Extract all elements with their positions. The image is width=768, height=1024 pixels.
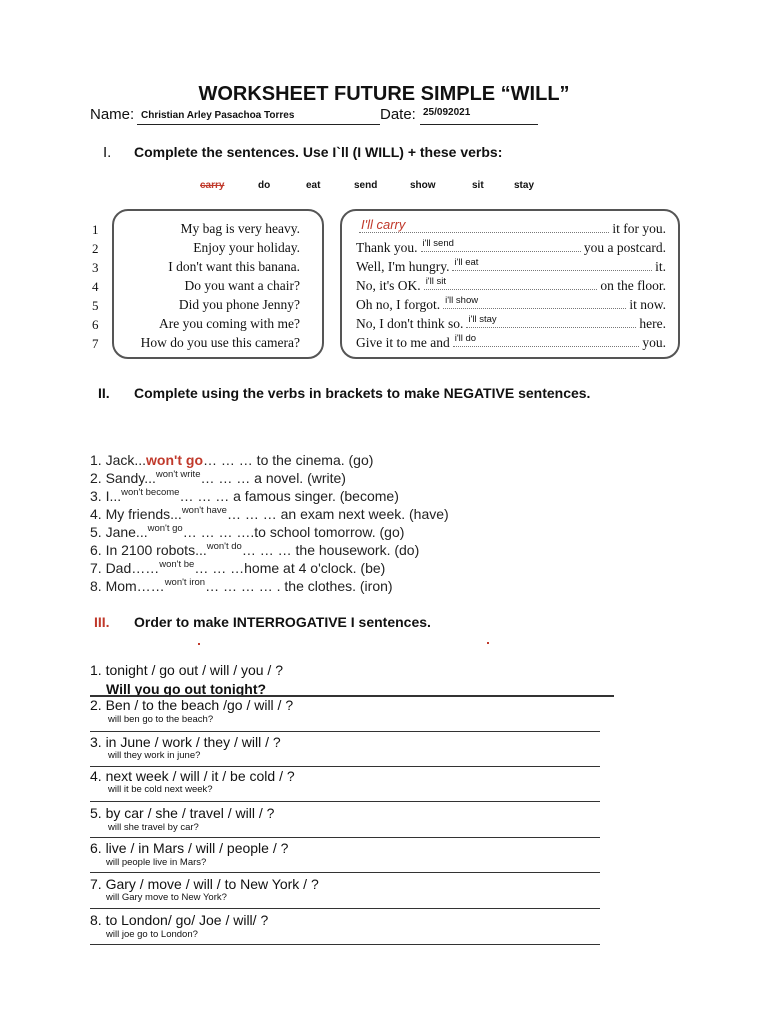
verb-do: do [258, 180, 271, 191]
answer-text: i'll sit [425, 276, 446, 287]
answer-text[interactable]: won't have [181, 505, 227, 516]
question-2: 2. Ben / to the beach /go / will / ? [90, 697, 294, 713]
answer-text[interactable]: won't become [121, 487, 180, 498]
left-sentence: I don't want this banana. [168, 259, 300, 274]
section2-roman: II. [98, 385, 110, 401]
negative-item-3: 3. I...$^{won't become}$… … … a famous singer. (become) [90, 487, 399, 504]
red-mark [198, 643, 200, 645]
name-value: Christian Arley Pasachoa Torres [141, 110, 295, 121]
verb-eat: eat [306, 180, 321, 191]
answer-text[interactable]: will ben go to the beach? [108, 714, 214, 725]
section3-instruction: Order to make INTERROGATIVE I sentences. [134, 614, 431, 630]
name-label: Name: [90, 106, 135, 123]
answer-text[interactable]: won't be [159, 559, 195, 570]
answer-line [90, 872, 600, 873]
name-field[interactable] [137, 110, 380, 125]
question-3: 3. in June / work / they / will / ? [90, 734, 281, 750]
answer-text[interactable]: won't iron [164, 577, 206, 588]
negative-item-2: 2. Sandy...$^{won't write}$… … … a novel. (write) [90, 469, 346, 486]
row-number: 5 [92, 298, 99, 313]
answer-line [90, 801, 600, 802]
answer-blank[interactable] [466, 314, 636, 328]
answer-text[interactable]: will it be cold next week? [108, 784, 213, 795]
answer-blank[interactable] [421, 238, 581, 252]
left-sentence: Do you want a chair? [184, 278, 300, 293]
answer-blank[interactable] [443, 295, 626, 309]
answer-text[interactable]: will she travel by car? [108, 822, 199, 833]
answer-text[interactable]: won't write [155, 469, 201, 480]
question-7: 7. Gary / move / will / to New York / ? [90, 876, 319, 892]
row-number: 2 [92, 241, 99, 256]
left-sentence: My bag is very heavy. [180, 221, 300, 236]
right-row-1: I'll carry it for you. [361, 217, 666, 236]
worksheet-title: WORKSHEET FUTURE SIMPLE “WILL” [198, 83, 570, 105]
section1-instruction: Complete the sentences. Use I`ll (I WILL) + these verbs: [134, 144, 503, 160]
left-sentence: How do you use this camera? [140, 335, 300, 350]
answer-text[interactable]: won't go [146, 452, 204, 468]
right-row-3: Well, I'm hungry. i'll eat it. [356, 257, 666, 274]
left-sentence: Did you phone Jenny? [178, 297, 300, 312]
row-number: 1 [92, 222, 99, 237]
right-row-4: No, it's OK. i'll sit on the floor. [356, 276, 666, 293]
left-sentence: Are you coming with me? [159, 316, 300, 331]
exercise-image [92, 195, 682, 360]
date-label: Date: [380, 106, 416, 123]
right-row-5: Oh no, I forgot. i'll show it now. [356, 295, 666, 312]
answer-text[interactable]: will Gary move to New York? [106, 892, 227, 903]
row-number: 7 [92, 336, 99, 351]
negative-item-8: 8. Mom……$^{won't iron}$… … … … . the clothes. (iron) [90, 577, 393, 594]
answer-text[interactable]: will people live in Mars? [106, 857, 207, 868]
answer-line [90, 908, 600, 909]
left-sentence: Enjoy your holiday. [193, 240, 300, 255]
answer-line [90, 731, 600, 732]
verb-sit: sit [472, 180, 484, 191]
answer-blank[interactable] [424, 276, 598, 290]
negative-item-5: 5. Jane...$^{won't go}$… … … ….to school tomorrow. (go) [90, 523, 405, 540]
negative-item-1: 1. Jack...won't go… … … to the cinema. (go) [90, 452, 374, 468]
section1-roman: I. [103, 144, 112, 161]
row-number: 4 [92, 279, 99, 294]
right-row-2: Thank you. i'll send you a postcard. [356, 238, 666, 255]
date-value: 25/092021 [423, 107, 471, 118]
verb-send: send [354, 180, 378, 191]
negative-item-6: 6. In 2100 robots...$^{won't do}$… … … the housework. (do) [90, 541, 420, 558]
question-5: 5. by car / she / travel / will / ? [90, 805, 275, 821]
section2-instruction: Complete using the verbs in brackets to make NEGATIVE sentences. [134, 385, 591, 401]
question-8: 8. to London/ go/ Joe / will/ ? [90, 912, 269, 928]
section3-roman: III. [94, 614, 110, 630]
answer-text: i'll stay [468, 314, 497, 325]
answer-line [90, 837, 600, 838]
answer-text: i'll eat [454, 257, 479, 268]
row-number: 6 [92, 317, 99, 332]
answer-text: i'll show [445, 295, 479, 306]
answer-text: I'll carry [361, 217, 406, 232]
answer-blank[interactable] [453, 333, 640, 347]
red-mark [487, 642, 489, 644]
answer-text[interactable]: Will you go out tonight? [106, 681, 267, 697]
answer-text[interactable]: will joe go to London? [106, 929, 198, 940]
date-field[interactable] [420, 107, 538, 125]
row-number: 3 [92, 260, 99, 275]
answer-line [90, 944, 600, 945]
negative-item-7: 7. Dad……$^{won't be}$… … …home at 4 o'clock. (be) [90, 559, 386, 576]
question-6: 6. live / in Mars / will / people / ? [90, 840, 289, 856]
verb-carry: carry [200, 180, 225, 191]
verb-show: show [410, 180, 436, 191]
right-row-7: Give it to me and i'll do you. [356, 333, 666, 350]
right-row-6: No, I don't think so. i'll stay here. [356, 314, 666, 331]
question-4: 4. next week / will / it / be cold / ? [90, 768, 295, 784]
answer-line [90, 766, 600, 767]
answer-text: i'll do [454, 333, 477, 344]
answer-text[interactable]: won't do [206, 541, 242, 552]
answer-text[interactable]: will they work in june? [108, 750, 201, 761]
negative-item-4: 4. My friends...$^{won't have}$… … … an exam next week. (have) [90, 505, 449, 522]
question-1: 1. tonight / go out / will / you / ? [90, 662, 283, 678]
verb-stay: stay [514, 180, 535, 191]
answer-text[interactable]: won't go [147, 523, 183, 534]
answer-text: i'll send [422, 238, 454, 249]
